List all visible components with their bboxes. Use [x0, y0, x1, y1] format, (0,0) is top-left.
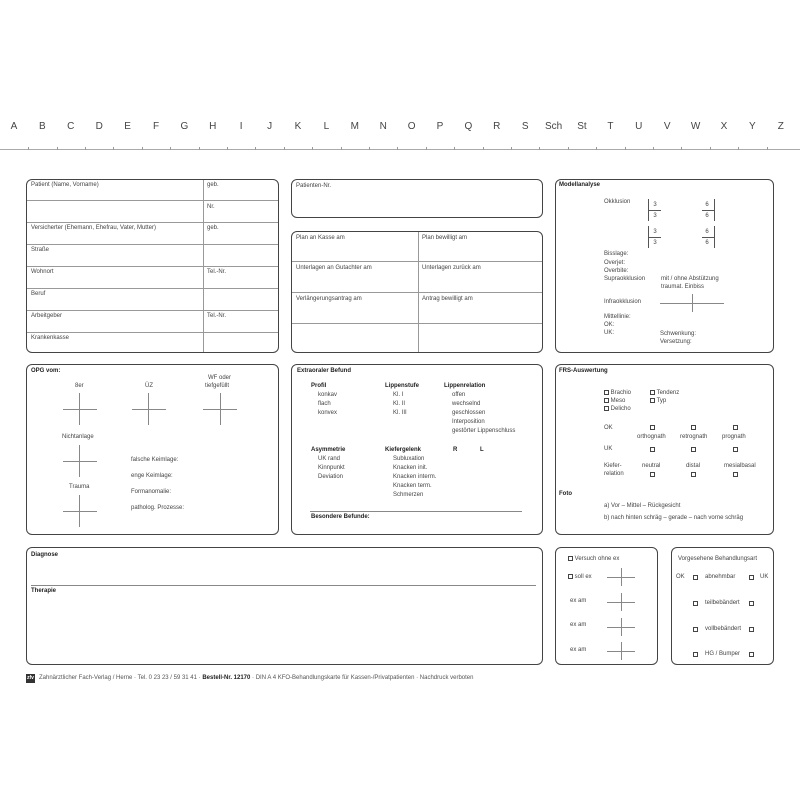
frs-type [604, 390, 631, 397]
versuch-label: Versuch ohne ex [574, 556, 620, 563]
therapie-label: Therapie [31, 588, 57, 594]
lippenrelation-item: offen [452, 392, 466, 398]
ok-prognath-checkbox[interactable] [733, 425, 738, 430]
register-tick [312, 147, 313, 150]
register-letter[interactable]: Sch [544, 121, 563, 132]
register-tick [284, 147, 285, 150]
register-letter[interactable]: D [95, 121, 103, 132]
mesialbasal-label: mesialbasal [724, 463, 756, 469]
register-letter[interactable]: St [577, 121, 587, 132]
uk-orthognath-checkbox[interactable] [650, 447, 655, 452]
register-letter[interactable]: Q [464, 121, 473, 132]
soll-ex-checkbox[interactable] [568, 574, 573, 579]
enge-keimlage-label: enge Keimlage: [131, 473, 173, 479]
register-letter[interactable]: A [10, 121, 18, 132]
vollbebaendert-label: vollbebändert [705, 626, 742, 632]
fraction-value: 6 [705, 202, 709, 208]
register-tick [539, 147, 540, 150]
frs-ok-label: OK [604, 425, 613, 431]
kiefergelenk-item: Knacken term. [393, 483, 432, 489]
kiefergelenk-heading: Kiefergelenk [385, 447, 422, 453]
employer-tel-label: Tel.-Nr. [207, 313, 227, 319]
lippenrelation-item: Interposition [452, 419, 485, 425]
supra-options-2: traumat. Einbiss [661, 284, 705, 290]
besondere-befunde-label: Besondere Befunde: [311, 514, 370, 520]
treatment-title: Vorgesehene Behandlungsart [678, 556, 758, 562]
register-letter[interactable]: I [239, 121, 243, 132]
register-tick [710, 147, 711, 150]
meso-label: Meso [610, 398, 626, 405]
insurance-label: Krankenkasse [31, 335, 70, 341]
register-tick [113, 147, 114, 150]
register-tick [596, 147, 597, 150]
opg-box [26, 364, 279, 535]
register-letter[interactable]: Y [749, 121, 756, 132]
register-letter[interactable]: X [720, 121, 728, 132]
plan-box [291, 231, 543, 353]
falsche-keimlage-label: falsche Keimlage: [131, 457, 179, 463]
kiefergelenk-item: Schmerzen [393, 492, 424, 498]
register-letter[interactable]: K [294, 121, 302, 132]
opg-wf-label-2: tiefgefüllt [205, 383, 230, 389]
midline-ok-label: OK: [604, 322, 615, 328]
bisslage-label: Bisslage: [604, 251, 629, 257]
job-label: Beruf [31, 291, 46, 297]
tel-label: Tel.-Nr. [207, 269, 227, 275]
register-line [0, 149, 800, 150]
ok-retrognath-checkbox[interactable] [691, 425, 696, 430]
abnehmbar-ok-checkbox[interactable] [693, 575, 698, 580]
kiefergelenk-item: Knacken init. [393, 465, 428, 471]
delicho-label: Delicho [610, 406, 631, 413]
orthognath-label: orthognath [637, 434, 666, 440]
schwenkung-label: Schwenkung: [660, 331, 697, 337]
register-tick [85, 147, 86, 150]
kiefergelenk-item: Knacken interm. [393, 474, 437, 480]
asymmetrie-item: Deviation [318, 474, 344, 480]
kieferrelation-label-2: relation [604, 471, 624, 477]
tendenz-checkbox[interactable] [650, 390, 655, 395]
frs-type [604, 406, 631, 413]
model-title: Modellanalyse [559, 182, 601, 188]
lippenstufe-item: Kl. III [393, 410, 407, 416]
register-tick [199, 147, 200, 150]
register-tick [227, 147, 228, 150]
register-tick [255, 147, 256, 150]
neutral-label: neutral [642, 463, 661, 469]
foto-title: Foto [559, 491, 572, 497]
occlusion-label: Okklusion [604, 199, 631, 205]
distal-checkbox[interactable] [691, 472, 696, 477]
opg-8er-label: 8er [75, 383, 84, 389]
register-tick [397, 147, 398, 150]
lippenrelation-heading: Lippenrelation [444, 383, 486, 389]
prozesse-label: patholog. Prozesse: [131, 505, 185, 511]
register-letter[interactable]: B [39, 121, 46, 132]
plan-verlaengerung-label: Verlängerungsantrag am [296, 296, 362, 302]
opg-uez-label: ÜZ [145, 383, 153, 389]
soll-ex-label: soll ex [574, 574, 592, 581]
abnehmbar-uk-checkbox[interactable] [749, 575, 754, 580]
versuch-checkbox[interactable] [568, 556, 573, 561]
retrognath-label: retrognath [680, 434, 708, 440]
foto-a-options: a) Vor – Mittel – Rückgesicht [604, 503, 681, 509]
vollbebaendert-uk-checkbox[interactable] [749, 627, 754, 632]
opg-wf-label: WF oder [208, 375, 232, 381]
asymmetrie-item: UK rand [318, 456, 341, 462]
frs-type [650, 390, 679, 397]
patient-nr-box [291, 179, 543, 218]
uk-prognath-checkbox[interactable] [733, 447, 738, 452]
kiefergelenk-r: R [453, 447, 458, 453]
register-tick [568, 147, 569, 150]
plan-antrag-label: Antrag bewilligt am [422, 296, 473, 302]
profil-item: konkav [318, 392, 338, 398]
versuch-row [568, 556, 619, 563]
frs-uk-label: UK [604, 446, 613, 452]
register-tick [341, 147, 342, 150]
teilbebaendert-uk-checkbox[interactable] [749, 601, 754, 606]
model-analysis-box [555, 179, 774, 353]
brachio-label: Brachio [610, 390, 632, 397]
overbite-label: Overbite: [604, 268, 629, 274]
register-letter[interactable]: P [436, 121, 444, 132]
footer-publisher: Zahnärztlicher Fach-Verlag / Herne · Tel. 0 23 23 / 59 31 41 · [39, 675, 201, 681]
formanomalie-label: Formanomalie: [131, 489, 172, 495]
register-tick [483, 147, 484, 150]
fraction-value: 6 [705, 240, 709, 246]
register-tick [454, 147, 455, 150]
supra-options: mit / ohne Abstützung [661, 276, 719, 282]
register-letter[interactable]: J [267, 121, 273, 132]
uk-retrognath-checkbox[interactable] [691, 447, 696, 452]
extraoral-title: Extraoraler Befund [297, 368, 352, 374]
register-letter[interactable]: T [607, 121, 614, 132]
register-tick [767, 147, 768, 150]
register-letter[interactable]: C [67, 121, 75, 132]
register-letter[interactable]: H [209, 121, 217, 132]
register-letter[interactable]: G [180, 121, 189, 132]
ok-orthognath-checkbox[interactable] [650, 425, 655, 430]
plan-bewilligt-label: Plan bewilligt am [422, 235, 468, 241]
plan-zurueck-label: Unterlagen zurück am [422, 265, 481, 271]
plan-gutachter-label: Unterlagen an Gutachter am [296, 265, 372, 271]
ex-am-label: ex am [570, 622, 587, 628]
insured-geb-label: geb. [207, 225, 219, 231]
patient-geb-label: geb. [207, 182, 219, 188]
register-tick [369, 147, 370, 150]
register-tick [170, 147, 171, 150]
fraction-value: 6 [705, 213, 709, 219]
register-letter[interactable]: O [407, 121, 416, 132]
ex-am-label: ex am [570, 647, 587, 653]
fraction-value: 6 [705, 229, 709, 235]
kiefergelenk-item: Subluxation [393, 456, 425, 462]
patient-nr-title: Patienten-Nr. [296, 183, 332, 189]
frs-title: FRS-Auswertung [559, 368, 608, 374]
kiefergelenk-l: L [480, 447, 484, 453]
street-label: Straße [31, 247, 50, 253]
fraction-value: 3 [653, 229, 657, 235]
lippenstufe-heading: Lippenstufe [385, 383, 419, 389]
register-letter[interactable]: Z [777, 121, 784, 132]
register-letter[interactable]: R [493, 121, 501, 132]
lippenrelation-item: wechselnd [452, 401, 481, 407]
register-letter[interactable]: M [350, 121, 359, 132]
residence-label: Wohnort [31, 269, 54, 275]
mesialbasal-checkbox[interactable] [733, 472, 738, 477]
diagnose-label: Diagnose [31, 552, 59, 558]
register-tick [738, 147, 739, 150]
hg-bumper-uk-checkbox[interactable] [749, 652, 754, 657]
frs-type [604, 398, 625, 405]
prognath-label: prognath [722, 434, 746, 440]
teilbebaendert-label: teilbebändert [705, 600, 740, 606]
frs-box [555, 364, 774, 535]
register-tick [653, 147, 654, 150]
patient-box [26, 179, 279, 353]
plan-kasse-label: Plan an Kasse am [296, 235, 345, 241]
publisher-logo: zfv [27, 675, 34, 681]
extraoral-box [291, 364, 543, 535]
distal-label: distal [686, 463, 701, 469]
register-tick [426, 147, 427, 150]
footer-text [39, 675, 473, 682]
register-letter[interactable]: F [152, 121, 160, 132]
insured-label: Versicherter (Ehemann, Ehefrau, Vater, Mutter) [31, 225, 156, 231]
ex-am-label: ex am [570, 598, 587, 604]
treatment-uk-label: UK [760, 574, 769, 580]
register-tick [511, 147, 512, 150]
patient-name-label: Patient (Name, Vorname) [31, 182, 99, 188]
fraction-value: 3 [653, 213, 657, 219]
frs-type [650, 398, 666, 405]
delicho-checkbox[interactable] [604, 406, 609, 411]
typ-label: Typ [656, 398, 667, 405]
profil-item: konvex [318, 410, 338, 416]
diagnosis-box [26, 547, 543, 665]
abnehmbar-label: abnehmbar [705, 574, 736, 580]
opg-title: OPG vom: [31, 368, 61, 374]
fraction-value: 3 [653, 202, 657, 208]
register-tick [625, 147, 626, 150]
teilbebaendert-ok-checkbox[interactable] [693, 601, 698, 606]
brachio-checkbox[interactable] [604, 390, 609, 395]
lippenrelation-item: geschlossen [452, 410, 486, 416]
register-letter[interactable]: L [323, 121, 330, 132]
extraction-box [555, 547, 658, 665]
profil-heading: Profil [311, 383, 327, 389]
register-tick [142, 147, 143, 150]
register-letter[interactable]: S [521, 121, 529, 132]
treatment-ok-label: OK [676, 574, 685, 580]
midline-label: Mittellinie: [604, 314, 631, 320]
typ-checkbox[interactable] [650, 398, 655, 403]
nichtanlage-label: Nichtanlage [62, 434, 94, 440]
soll-ex-row [568, 574, 592, 581]
lippenstufe-item: Kl. II [393, 401, 406, 407]
employer-label: Arbeitgeber [31, 313, 63, 319]
register-letter[interactable]: W [690, 121, 701, 132]
versetzung-label: Versetzung: [660, 339, 692, 345]
lippenrelation-item: gestörter Lippenschluss [452, 428, 516, 434]
asymmetrie-item: Kinnpunkt [318, 465, 345, 471]
neutral-checkbox[interactable] [650, 472, 655, 477]
midline-uk-label: UK: [604, 330, 615, 336]
tendenz-label: Tendenz [656, 390, 680, 397]
overjet-label: Overjet: [604, 260, 626, 266]
fraction-value: 3 [653, 240, 657, 246]
infra-label: Infraokklusion [604, 299, 642, 305]
supra-label: Supraokklusion [604, 276, 646, 282]
register-letter[interactable]: V [663, 121, 671, 132]
footer-order-nr: Bestell-Nr. 12170 [202, 675, 251, 681]
vollbebaendert-ok-checkbox[interactable] [693, 627, 698, 632]
lippenstufe-item: Kl. I [393, 392, 404, 398]
profil-item: flach [318, 401, 331, 407]
trauma-label: Trauma [69, 484, 90, 490]
foto-b-options: b) nach hinten schräg – gerade – nach vorne schräg [604, 515, 744, 521]
kieferrelation-label: Kiefer- [604, 463, 622, 469]
patient-nr-label: Nr. [207, 204, 215, 210]
register-letter[interactable]: E [124, 121, 131, 132]
hg-bumper-label: HG / Bumper [705, 651, 741, 657]
register-tick [57, 147, 58, 150]
hg-bumper-ok-checkbox[interactable] [693, 652, 698, 657]
register-letter[interactable]: U [635, 121, 643, 132]
register-letter[interactable]: N [379, 121, 387, 132]
register-tick [28, 147, 29, 150]
treatment-box [671, 547, 774, 665]
asymmetrie-heading: Asymmetrie [311, 447, 346, 453]
register-tick [681, 147, 682, 150]
meso-checkbox[interactable] [604, 398, 609, 403]
footer-description: · DIN A 4 KFO-Behandlungskarte für Kassen-/Privatpatienten · Nachdruck verboten [252, 675, 474, 681]
